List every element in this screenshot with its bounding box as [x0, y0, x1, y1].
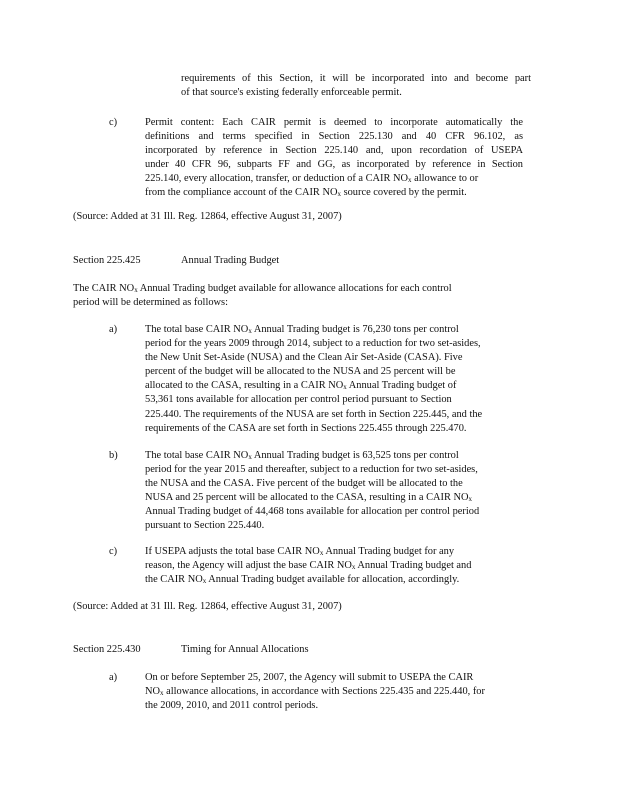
text-line: Permit content: Each CAIR permit is deemed to incorporate automatically the: [145, 117, 523, 128]
section-number: Section 225.430: [73, 644, 141, 655]
text-line: allocated to the CASA, resulting in a CAIR $NO_x$ Annual Trading budget of: [145, 380, 457, 392]
text-line: On or before September 25, 2007, the Agency will submit to USEPA the CAIR: [145, 672, 474, 683]
source-note: (Source: Added at 31 Ill. Reg. 12864, effective August 31, 2007): [73, 601, 342, 612]
text-line: the NUSA and the CASA. Five percent of the budget will be allocated to the: [145, 478, 463, 490]
item-label: c): [109, 546, 118, 557]
text-line: requirements of the CASA are set forth in Sections 225.455 through 225.470.: [145, 422, 467, 434]
continuation-paragraph: [181, 72, 531, 100]
text-line: The total base CAIR $NO_x$ Annual Trading budget is 76,230 tons per control: [145, 324, 459, 335]
text-line: the New Unit Set-Aside (NUSA) and the Clean Air Set-Aside (CASA). Five: [145, 352, 463, 364]
text-line: the 2009, 2010, and 2011 control periods.: [145, 700, 319, 712]
budget-item-c: [145, 545, 537, 587]
source-note: (Source: Added at 31 Ill. Reg. 12864, effective August 31, 2007): [73, 211, 342, 222]
timing-item-a: [145, 671, 537, 713]
item-label: c): [109, 117, 118, 128]
text-line: The total base CAIR $NO_x$ Annual Trading budget is 63,525 tons per control: [145, 450, 459, 461]
budget-item-a: [145, 323, 537, 436]
section-title: Annual Trading Budget: [181, 255, 280, 266]
text-line: Annual Trading budget of 44,468 tons available for allocation per control period: [145, 506, 480, 518]
text-line: 53,361 tons available for allocation per control period pursuant to Section: [145, 394, 452, 406]
text-line: If USEPA adjusts the total base CAIR $NO_x$ Annual Trading budget for any: [145, 546, 455, 557]
text-line: the CAIR $NO_x$ Annual Trading budget available for allocation, accordingly.: [145, 574, 460, 586]
item-label: b): [109, 450, 118, 461]
text-line: incorporated by reference in Section 225.140 and, upon recordation of USEPA: [145, 145, 523, 157]
text-line: period for the year 2015 and thereafter, subject to a reduction for two set-asides,: [145, 464, 478, 476]
budget-item-b: [145, 449, 537, 534]
text-line: of that source's existing federally enforceable permit.: [181, 87, 402, 99]
item-label: a): [109, 324, 118, 335]
text-line: period will be determined as follows:: [73, 297, 228, 309]
text-line: percent of the budget will be allocated to the NUSA and 25 percent will be: [145, 366, 456, 378]
text-line: 225.440. The requirements of the NUSA are set forth in Section 225.445, and the: [145, 408, 483, 420]
text-line: from the compliance account of the CAIR $NO_x$ source covered by the permit.: [145, 187, 467, 199]
text-line: The CAIR $NO_x$ Annual Trading budget available for allowance allocations for each control: [73, 283, 452, 294]
text-line: requirements of this Section, it will be incorporated into and become part: [181, 73, 531, 84]
section-number: Section 225.425: [73, 255, 141, 266]
text-line: definitions and terms specified in Section 225.130 and 40 CFR 96.102, as: [145, 131, 523, 143]
section-title: Timing for Annual Allocations: [181, 644, 309, 655]
item-label: a): [109, 672, 118, 683]
permit-content-paragraph: [145, 116, 523, 201]
text-line: period for the years 2009 through 2014, subject to a reduction for two set-asides,: [145, 338, 481, 350]
text-line: reason, the Agency will adjust the base CAIR $NO_x$ Annual Trading budget and: [145, 560, 472, 572]
text-line: $NO_x$ allowance allocations, in accordance with Sections 225.435 and 225.440, for: [145, 686, 485, 698]
text-line: under 40 CFR 96, subparts FF and GG, as incorporated by reference in Section: [145, 159, 523, 171]
text-line: NUSA and 25 percent will be allocated to the CASA, resulting in a CAIR $NO_x$: [145, 492, 472, 504]
text-line: 225.140, every allocation, transfer, or deduction of a CAIR $NO_x$ allowance to or: [145, 173, 479, 185]
section-intro: [73, 282, 513, 310]
text-line: pursuant to Section 225.440.: [145, 520, 265, 532]
